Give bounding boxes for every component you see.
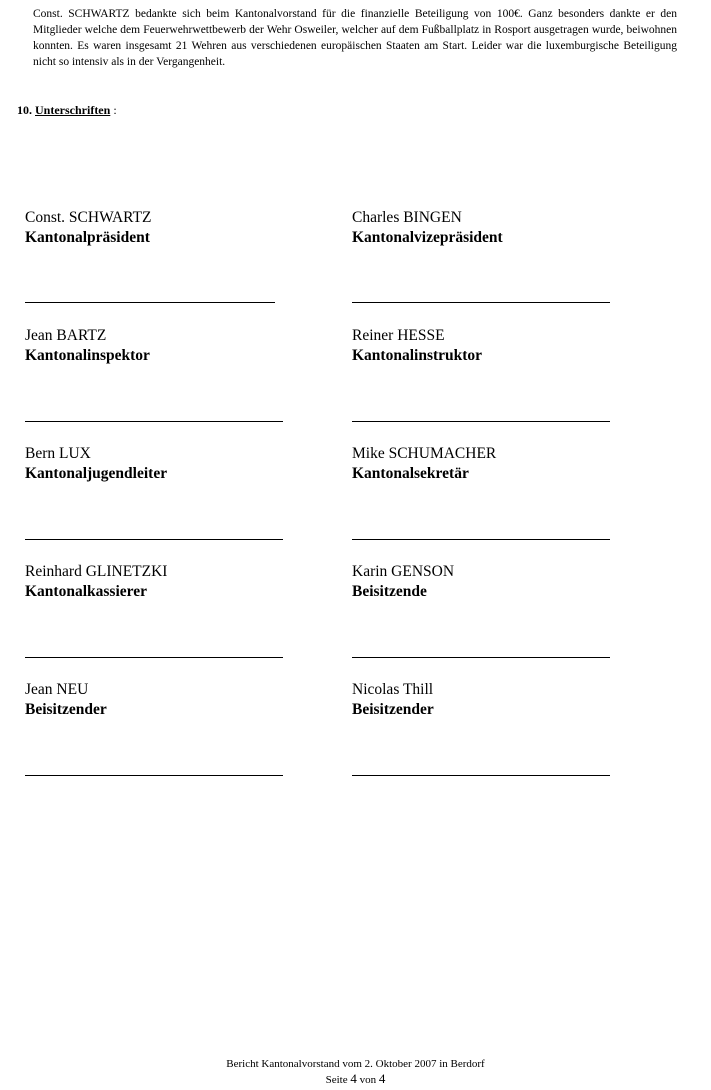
signatory-name: Mike SCHUMACHER — [352, 445, 497, 462]
signature-block-jugendleiter — [25, 444, 305, 484]
page-current: 4 — [350, 1071, 357, 1086]
section-heading-signatures — [17, 102, 117, 118]
signatory-role: Kantonalinspektor — [25, 347, 150, 364]
signatory-name: Reiner HESSE — [352, 327, 445, 344]
signature-block-vizepraesident — [352, 208, 632, 248]
signatory-name: Jean NEU — [25, 681, 89, 698]
signatory-role: Kantonalvizepräsident — [352, 229, 503, 246]
signature-line — [352, 539, 610, 540]
signature-line — [25, 657, 283, 658]
signatory-role: Beisitzender — [25, 701, 107, 718]
page-prefix: Seite — [325, 1074, 351, 1086]
signature-block-kassierer — [25, 562, 305, 602]
signature-line — [25, 302, 275, 303]
closing-paragraph: Const. SCHWARTZ bedankte sich beim Kantonalvorstand für die finanzielle Beteiligung von 100€. Ganz besonders dankte er den Mitglieder welche dem Feuerwehrwettbewerb der Wehr Osweiler, welcher auf dem Fußballplatz in Rosport ausgetragen wurde, beiwohnen konnten. Es waren insgesamt 21 Wehren aus verschiedenen europäischen Staaten am Start. Leider war die luxemburgische Beteiligung nicht so intensiv als in der Vergangenheit. — [33, 8, 677, 68]
footer-report-line: Bericht Kantonalvorstand vom 2. Oktober 2007 in Berdorf — [226, 1058, 485, 1070]
section-suffix: : — [110, 103, 117, 117]
signature-block-praesident — [25, 208, 305, 248]
signatory-role: Kantonalinstruktor — [352, 347, 483, 364]
signature-block-beisitzende — [352, 562, 632, 602]
signature-block-inspektor — [25, 326, 305, 366]
signatory-name: Reinhard GLINETZKI — [25, 563, 168, 580]
section-number: 10. — [17, 103, 32, 117]
signature-line — [352, 302, 610, 303]
signature-block-sekretaer — [352, 444, 632, 484]
signature-line — [25, 421, 283, 422]
signature-block-beisitzender-2 — [352, 680, 632, 720]
signature-line — [352, 421, 610, 422]
signatory-name: Jean BARTZ — [25, 327, 107, 344]
signatory-role: Beisitzender — [352, 701, 434, 718]
signature-block-beisitzender-1 — [25, 680, 305, 720]
page-total: 4 — [378, 1071, 386, 1086]
signatory-name: Nicolas Thill — [352, 681, 434, 698]
signatory-role: Kantonalkassierer — [25, 583, 147, 600]
signatory-name: Const. SCHWARTZ — [25, 209, 152, 226]
signatory-name: Karin GENSON — [352, 563, 455, 580]
page-mid: von — [356, 1074, 379, 1086]
signature-line — [25, 539, 283, 540]
signature-line — [352, 775, 610, 776]
signature-block-instruktor — [352, 326, 632, 366]
signature-line — [25, 775, 283, 776]
signatory-role: Beisitzende — [352, 583, 427, 600]
signatory-name: Bern LUX — [25, 445, 91, 462]
signatory-role: Kantonaljugendleiter — [25, 465, 168, 482]
signature-line — [352, 657, 610, 658]
signatory-role: Kantonalpräsident — [25, 229, 150, 246]
footer-page-number — [0, 1071, 711, 1088]
signatory-role: Kantonalsekretär — [352, 465, 469, 482]
signatory-name: Charles BINGEN — [352, 209, 462, 226]
section-title: Unterschriften — [35, 103, 111, 117]
